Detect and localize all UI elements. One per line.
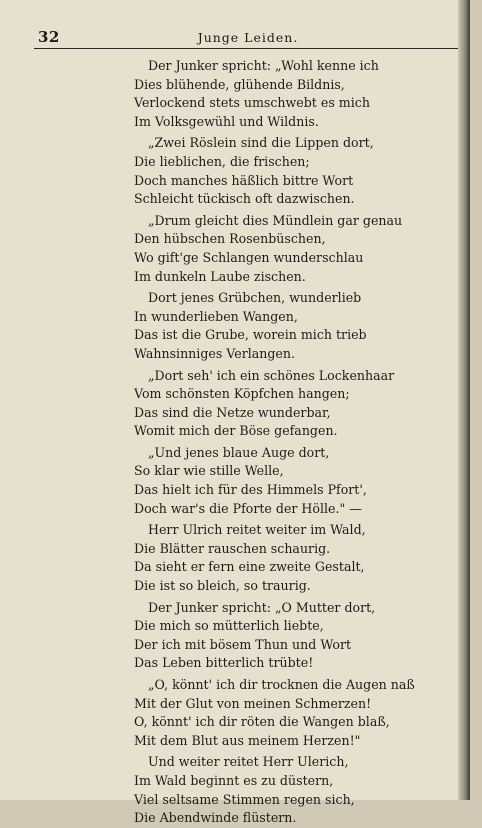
poem-line: Die Blätter rauschen schaurig. (134, 540, 331, 556)
poem-line: Mit der Glut von meinen Schmerzen! (134, 695, 372, 711)
poem-line: „Drum gleicht dies Mündlein gar genau (148, 212, 403, 228)
poem-line: Vom schönsten Köpfchen hangen; (134, 386, 350, 402)
poem-line: „Zwei Röslein sind die Lippen dort, (148, 135, 374, 151)
poem-line: Womit mich der Böse gefangen. (134, 423, 338, 439)
poem-line: Dies blühende, glühende Bildnis, (134, 76, 345, 92)
poem-line: Wo gift'ge Schlangen wunderschlau (134, 249, 364, 265)
poem-line: Und weiter reitet Herr Ulerich, (148, 754, 349, 770)
poem-line: Das sind die Netze wunderbar, (134, 404, 331, 420)
page-number: 32 (38, 28, 60, 46)
poem-line: Verlockend stets umschwebt es mich (134, 95, 370, 111)
poem-line: O, könnt' ich dir röten die Wangen blaß, (134, 714, 390, 730)
poem-line: „O, könnt' ich dir trocknen die Augen naß (148, 677, 415, 692)
poem-line: Doch manches häßlich bittre Wort (134, 172, 354, 188)
poem-line: Im dunkeln Laube zischen. (134, 268, 306, 284)
poem-line: Mit dem Blut aus meinem Herzen!" (134, 732, 361, 748)
poem-line: „Dort seh' ich ein schönes Lockenhaar (148, 367, 395, 383)
header-rule (34, 48, 468, 49)
poem-line: Der Junker spricht: „Wohl kenne ich (148, 58, 379, 73)
poem-body (134, 57, 464, 828)
poem-line: Im Wald beginnt es zu düstern, (134, 772, 334, 788)
poem-line: Das hielt ich für des Himmels Pfort', (134, 482, 367, 498)
poem-line: Die mich so mütterlich liebte, (134, 618, 324, 634)
poem-line: Die lieblichen, die frischen; (134, 153, 310, 169)
poem-line: Viel seltsame Stimmen regen sich, (134, 791, 355, 807)
running-title: Junge Leiden. (197, 30, 299, 45)
poem-line: Doch war's die Pforte der Hölle." — (134, 500, 362, 516)
poem-line: „Und jenes blaue Auge dort, (148, 444, 330, 460)
poem-line: Schleicht tückisch oft dazwischen. (134, 191, 355, 207)
poem-line: Das ist die Grube, worein mich trieb (134, 327, 367, 343)
poem-line: Wahnsinniges Verlangen. (134, 345, 295, 361)
poem-line: Die ist so bleich, so traurig. (134, 578, 311, 594)
book-spine-edge (458, 0, 470, 800)
poem-line: Herr Ulrich reitet weiter im Wald, (148, 522, 366, 538)
poem-line: Der Junker spricht: „O Mutter dort, (148, 599, 376, 615)
poem-line: Das Leben bitterlich trübte! (134, 655, 314, 671)
poem-line: Dort jenes Grübchen, wunderlieb (148, 290, 362, 306)
page-header (38, 28, 458, 48)
poem-line: Im Volksgewühl und Wildnis. (134, 113, 319, 129)
poem-line: Die Abendwinde flüstern. (134, 810, 297, 826)
poem-line: Da sieht er fern eine zweite Gestalt, (134, 559, 365, 575)
poem-line: So klar wie stille Welle, (134, 463, 284, 479)
poem-line: In wunderlieben Wangen, (134, 308, 298, 324)
poem-line: Der ich mit bösem Thun und Wort (134, 636, 352, 652)
poem-line: Den hübschen Rosenbüschen, (134, 231, 326, 247)
